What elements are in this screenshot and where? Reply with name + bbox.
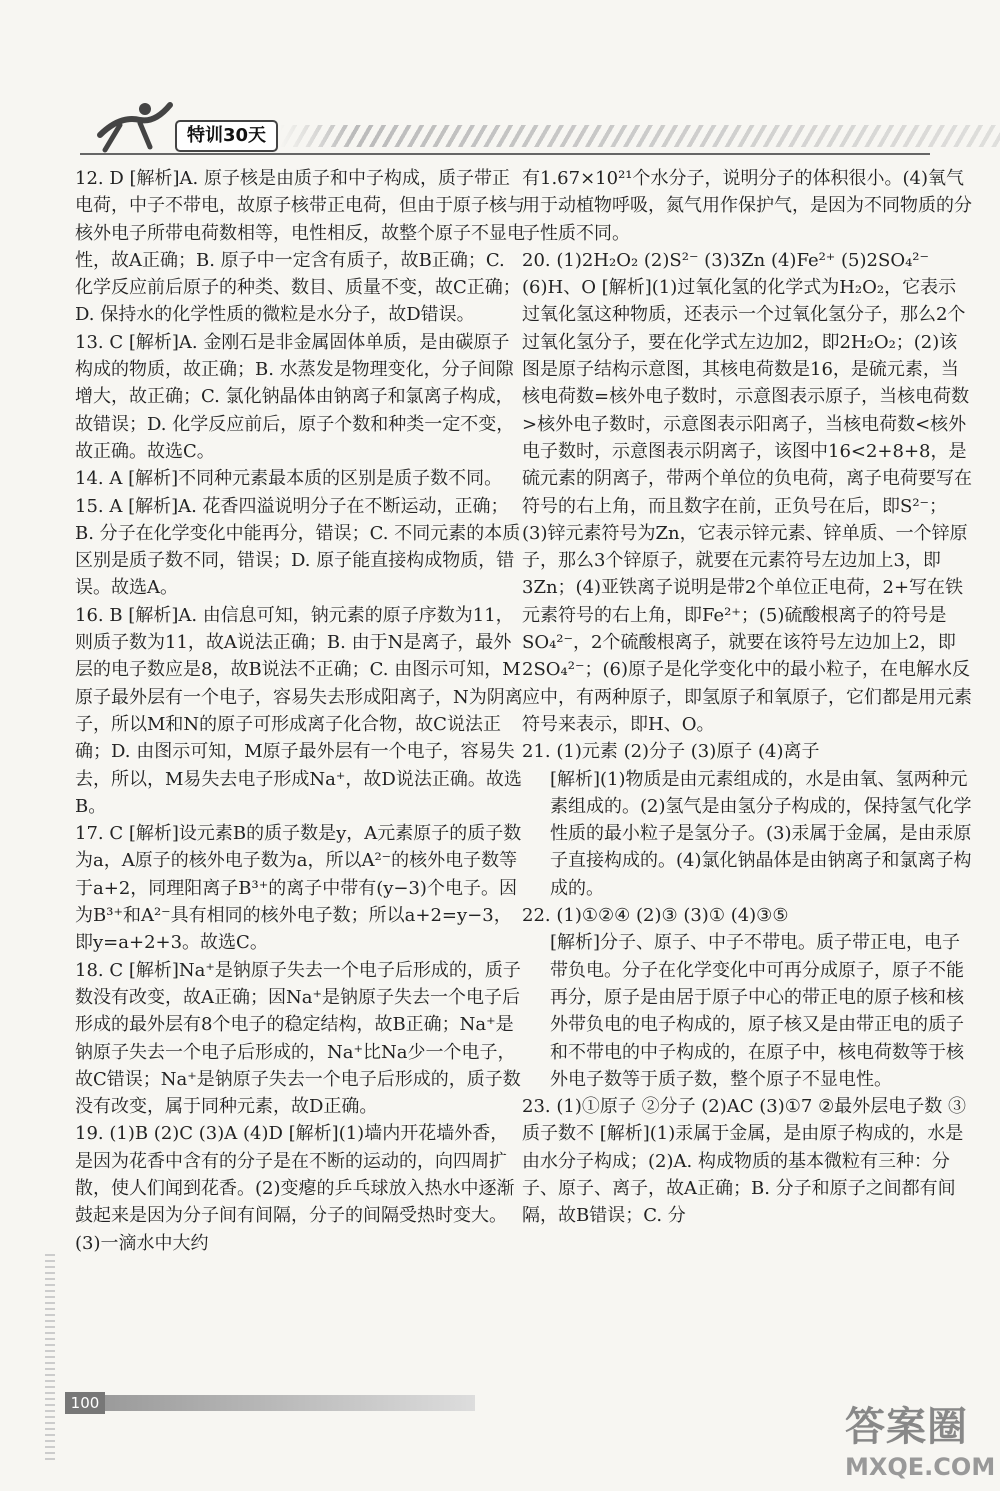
answer-item: 18. C [解析]Na⁺是钠原子失去一个电子后形成的，质子数没有改变，故A正确；因Na⁺是钠原子失去一个电子后形成的最外层有8个电子的稳定结构，故B正确；Na⁺是钠原子失去一个电子后形成的，Na⁺比Na少一个电子，故C错误；Na⁺是钠原子失去一个电子后形成的，质子数没有改变，属于同种元素，故D正确。 — [75, 959, 521, 1118]
page-header — [80, 90, 1000, 160]
header-rule — [80, 153, 930, 155]
footer-bar — [95, 1395, 475, 1411]
answer-item: 16. B [解析]A. 由信息可知，钠元素的原子序数为11，则质子数为11，故A说法正确；B. 由于N是离子，最外层的电子数应是8，故B说法不正确；C. 由图示可知，M原子最外层有一个电子，容易失去形成阳离子，N为阴离子，所以M和N的原子可形成离子化合物，故C说法正确；D. 由图示可知，M原子最外层有一个电子，容易失去，所以，M易失去电子形成Na⁺，故D说法正确。故选B。 — [75, 604, 523, 817]
margin-decoration — [45, 1250, 55, 1460]
answer-item: [解析](1)物质是由元素组成的，水是由氧、氢两种元素组成的。(2)氢气是由氢分子构成的，保持氢气化学性质的最小粒子是氢分子。(3)汞属于金属，是由汞原子直接构成的。(4)氯化钠晶体是由钠离子和氯离子构成的。 — [550, 768, 972, 899]
page-number: 100 — [65, 1392, 105, 1414]
stamp-url: MXQE.COM — [845, 1453, 996, 1481]
header-stripes — [280, 125, 1000, 147]
answer-item: 22. (1)①②④ (2)③ (3)① (4)③⑤ — [522, 905, 789, 927]
watermark-stamp — [845, 1395, 995, 1485]
series-tag: 特训30天 — [175, 120, 278, 152]
answer-item: 12. D [解析]A. 原子核是由质子和中子构成，质子带正电荷，中子不带电，故原子核带正电荷，但由于原子核与核外电子所带电荷数相等，电性相反，故整个原子不显电性，故A正确；B. 原子中一定含有质子，故B正确；C. 化学反应前后原子的种类、数目、质量不变，故C正确；D. 保持水的化学性质的微粒是水分子，故D错误。 — [75, 168, 525, 326]
answer-item: 19. (1)B (2)C (3)A (4)D [解析](1)墙内开花墙外香，是因为花香中含有的分子是在不断的运动的，向四周扩散，使人们闻到花香。(2)变瘪的乒乓球放入热水中逐渐鼓起来是因为分子间有间隔，分子的间隔受热时变大。(3)一滴水中大约 — [75, 1123, 515, 1254]
answer-item: 21. (1)元素 (2)分子 (3)原子 (4)离子 — [522, 741, 820, 763]
answer-item: [解析]分子、原子、中子不带电。质子带正电，电子带负电。分子在化学变化中可再分成原子，原子不能再分，原子是由居于原子中心的带正电的原子核和核外带负电的电子构成的，原子核又是由带正电的质子和不带电的中子构成的，在原子中，核电荷数等于核外电子数等于质子数，整个原子不显电性。 — [550, 932, 964, 1090]
answer-item: 17. C [解析]设元素B的质子数是y，A元素原子的质子数为a，A原子的核外电子数为a，所以A²⁻的核外电子数等于a+2，同理阳离子B³⁺的离子中带有(y−3)个电子。因为B³⁺和A²⁻具有相同的核外电子数；所以a+2=y−3，即y=a+2+3。故选C。 — [75, 823, 522, 954]
answer-item: 15. A [解析]A. 花香四溢说明分子在不断运动，正确；B. 分子在化学变化中能再分，错误；C. 不同元素的本质区别是质子数不同，错误；D. 原子能直接构成物质，错误。故选A。 — [75, 495, 521, 599]
left-column — [75, 165, 525, 1257]
answer-item: 23. (1)①原子 ②分子 (2)AC (3)①7 ②最外层电子数 ③质子数不 [解析](1)汞属于金属，是由原子构成的，水是由水分子构成；(2)A. 构成物质的基本微粒有三种：分子、原子、离子，故A正确；B. 分子和原子之间都有间隔，故B错误；C. 分 — [522, 1096, 966, 1227]
right-column — [522, 165, 972, 1230]
answer-item: 14. A [解析]不同种元素最本质的区别是质子数不同。 — [75, 468, 503, 490]
page-footer — [45, 1392, 475, 1414]
stamp-logo: 答案圈 — [845, 1404, 968, 1450]
answer-item: 13. C [解析]A. 金刚石是非金属固体单质，是由碳原子构成的物质，故正确；B. 水蒸发是物理变化，分子间隙增大，故正确；C. 氯化钠晶体由钠离子和氯离子构成，故错误；D. 化学反应前后，原子个数和种类一定不变，故正确。故选C。 — [75, 331, 515, 462]
runner-icon — [90, 95, 180, 155]
answer-item: 有1.67×10²¹个水分子，说明分子的体积很小。(4)氧气用于动植物呼吸，氮气用作保护气，是因为不同物质的分子性质不同。 — [522, 168, 972, 244]
answer-item: 20. (1)2H₂O₂ (2)S²⁻ (3)3Zn (4)Fe²⁺ (5)2SO₄²⁻ (6)H、O [解析](1)过氧化氢的化学式为H₂O₂，它表示过氧化氢这种物质，还表示一个过氧化氢分子，那么2个过氧化氢分子，要在化学式左边加2，即2H₂O₂；(2)该图是原子结构示意图，其核电荷数是16，是硫元素，当核电荷数=核外电子数时，示意图表示原子，当核电荷数>核外电子数时，示意图表示阳离子，当核电荷数<核外电子数时，示意图表示阴离子，该图中16<2+8+8，是硫元素的阴离子，带两个单位的负电荷，离子电荷要写在符号的右上角，而且数字在前，正负号在后，即S²⁻；(3)锌元素符号为Zn，它表示锌元素、锌单质、一个锌原子，那么3个锌原子，就要在元素符号左边加上3，即3Zn；(4)亚铁离子说明是带2个单位正电荷，2+写在铁元素符号的右上角，即Fe²⁺；(5)硫酸根离子的符号是SO₄²⁻，2个硫酸根离子，就要在该符号左边加上2，即2SO₄²⁻；(6)原子是化学变化中的最小粒子，在电解水反应中，有两种原子，即氢原子和氧原子，它们都是用元素符号来表示，即H、O。 — [522, 249, 972, 735]
